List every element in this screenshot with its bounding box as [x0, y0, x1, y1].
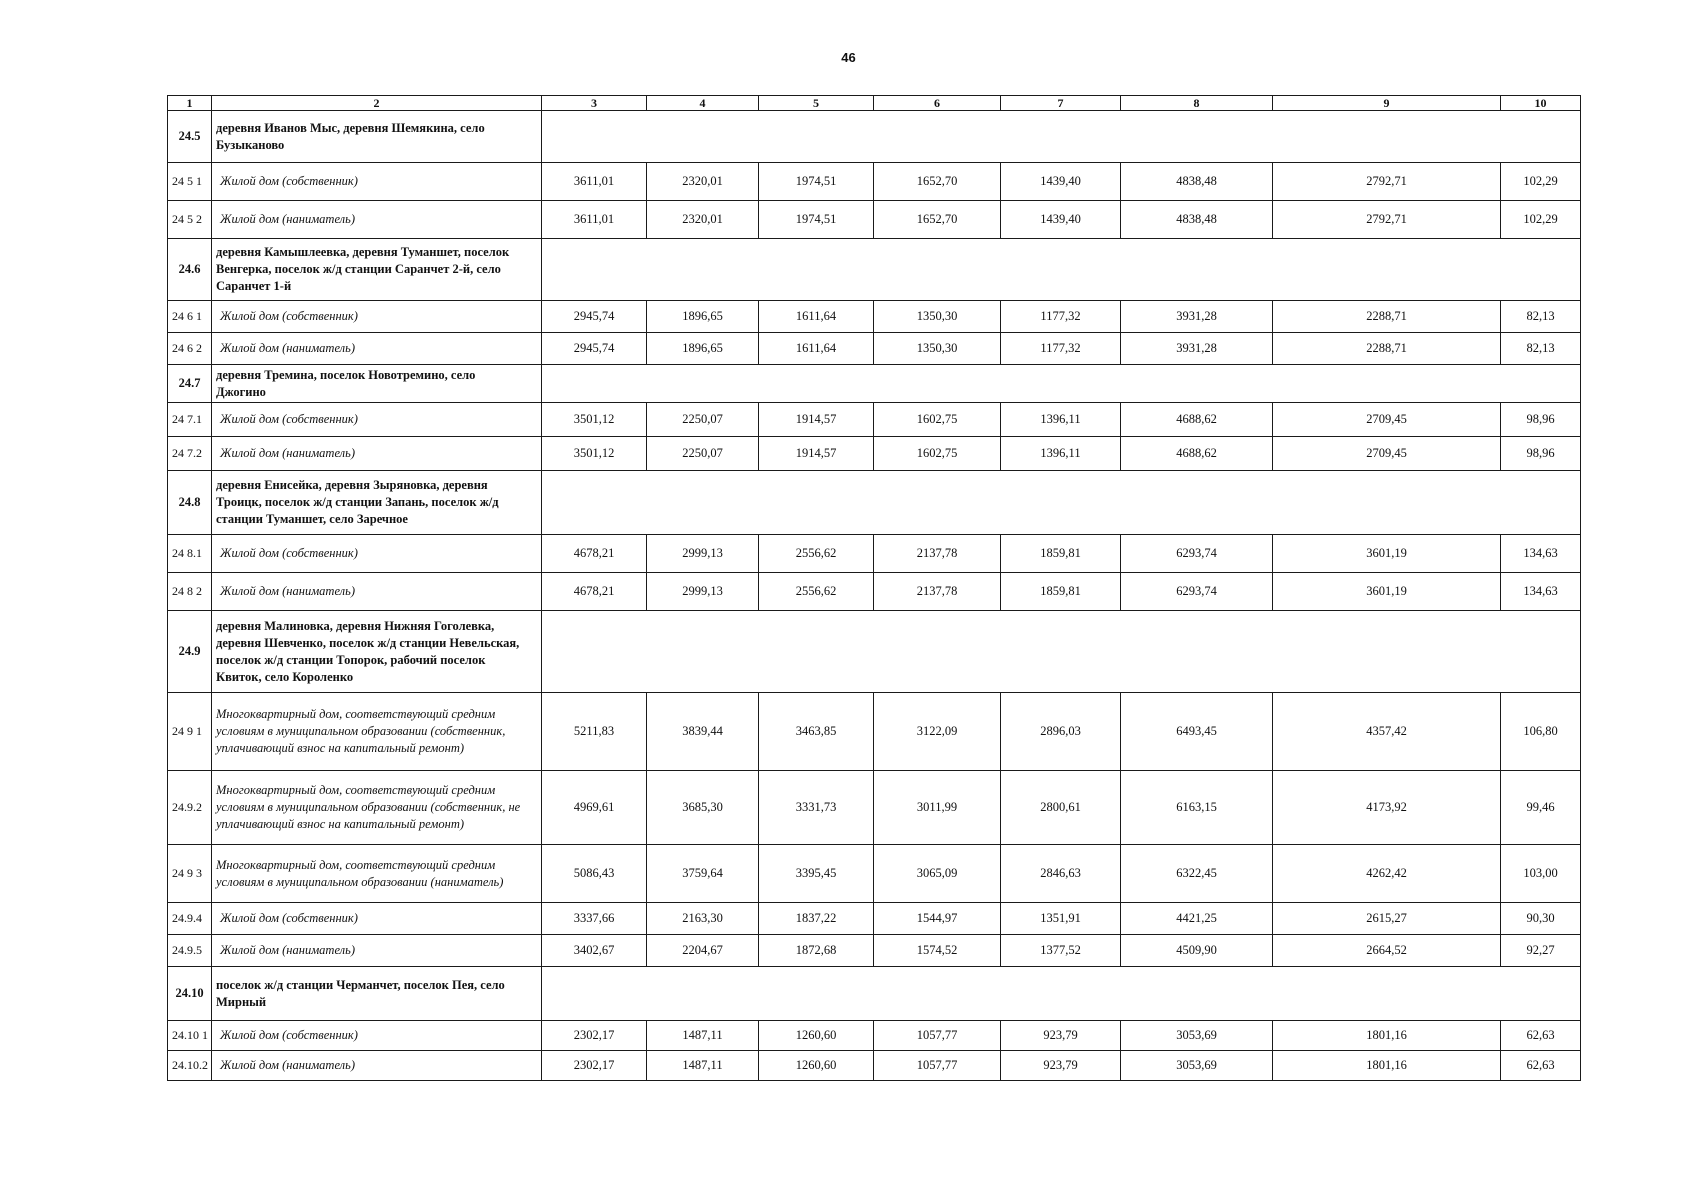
cell-value: 4421,25	[1121, 903, 1273, 935]
cell-value: 1652,70	[874, 201, 1001, 239]
header-cell: 9	[1273, 96, 1501, 111]
cell-value: 1896,65	[647, 333, 759, 365]
cell-value: 134,63	[1501, 573, 1581, 611]
row-code: 24.9.5	[168, 935, 212, 967]
cell-value: 4262,42	[1273, 845, 1501, 903]
cell-value: 923,79	[1001, 1051, 1121, 1081]
cell-value: 1574,52	[874, 935, 1001, 967]
cell-value: 3931,28	[1121, 333, 1273, 365]
cell-value: 134,63	[1501, 535, 1581, 573]
cell-value: 2800,61	[1001, 771, 1121, 845]
cell-value: 1914,57	[759, 437, 874, 471]
section-name-text: поселок ж/д станции Черманчет, поселок Пея, село Мирный	[216, 977, 505, 1009]
cell-value: 1602,75	[874, 403, 1001, 437]
table-row	[168, 693, 1581, 771]
table-row	[168, 1021, 1581, 1051]
cell-value: 1801,16	[1273, 1051, 1501, 1081]
row-name: Жилой дом (наниматель)	[212, 1051, 542, 1081]
row-code: 24 8 2	[168, 573, 212, 611]
cell-value: 4173,92	[1273, 771, 1501, 845]
table-row	[168, 1051, 1581, 1081]
cell-value: 4969,61	[542, 771, 647, 845]
cell-value: 3931,28	[1121, 301, 1273, 333]
cell-value: 1896,65	[647, 301, 759, 333]
header-cell: 1	[168, 96, 212, 111]
header-cell: 3	[542, 96, 647, 111]
table-row	[168, 163, 1581, 201]
cell-value: 99,46	[1501, 771, 1581, 845]
section-name	[212, 471, 542, 535]
cell-value: 4838,48	[1121, 201, 1273, 239]
cell-value: 1487,11	[647, 1051, 759, 1081]
cell-value: 3053,69	[1121, 1051, 1273, 1081]
header-cell: 7	[1001, 96, 1121, 111]
cell-value: 3011,99	[874, 771, 1001, 845]
cell-value: 2709,45	[1273, 403, 1501, 437]
cell-value: 2709,45	[1273, 437, 1501, 471]
tariff-table	[167, 95, 1581, 1081]
cell-value: 3611,01	[542, 163, 647, 201]
cell-value: 3501,12	[542, 403, 647, 437]
section-name-text: деревня Тремина, поселок Новотремино, село Джогино	[216, 367, 476, 399]
cell-value: 2320,01	[647, 201, 759, 239]
cell-value: 1872,68	[759, 935, 874, 967]
cell-value: 3685,30	[647, 771, 759, 845]
section-name	[212, 111, 542, 163]
cell-value: 1177,32	[1001, 301, 1121, 333]
cell-value: 1350,30	[874, 333, 1001, 365]
section-row	[168, 471, 1581, 535]
cell-value: 2945,74	[542, 301, 647, 333]
section-name	[212, 365, 542, 403]
header-cell: 8	[1121, 96, 1273, 111]
cell-value: 3395,45	[759, 845, 874, 903]
section-name	[212, 611, 542, 693]
cell-value: 102,29	[1501, 201, 1581, 239]
section-code: 24.6	[168, 239, 212, 301]
cell-value: 3611,01	[542, 201, 647, 239]
section-code: 24.7	[168, 365, 212, 403]
section-row	[168, 111, 1581, 163]
row-code: 24.10.2	[168, 1051, 212, 1081]
row-name: Жилой дом (наниматель)	[212, 333, 542, 365]
cell-value: 90,30	[1501, 903, 1581, 935]
cell-value: 2302,17	[542, 1051, 647, 1081]
row-code: 24.9.4	[168, 903, 212, 935]
row-code: 24 6 2	[168, 333, 212, 365]
cell-value: 2288,71	[1273, 301, 1501, 333]
cell-value: 1377,52	[1001, 935, 1121, 967]
cell-value: 2664,52	[1273, 935, 1501, 967]
cell-value: 3065,09	[874, 845, 1001, 903]
cell-value: 1177,32	[1001, 333, 1121, 365]
section-code: 24.9	[168, 611, 212, 693]
row-code: 24 9 1	[168, 693, 212, 771]
cell-value: 1439,40	[1001, 163, 1121, 201]
cell-value: 2999,13	[647, 573, 759, 611]
cell-value: 3839,44	[647, 693, 759, 771]
table-row	[168, 201, 1581, 239]
cell-value: 2792,71	[1273, 201, 1501, 239]
cell-value: 3337,66	[542, 903, 647, 935]
section-code: 24.5	[168, 111, 212, 163]
cell-value: 1544,97	[874, 903, 1001, 935]
row-name: Жилой дом (наниматель)	[212, 935, 542, 967]
cell-value: 3601,19	[1273, 535, 1501, 573]
cell-value: 1974,51	[759, 163, 874, 201]
cell-value: 82,13	[1501, 301, 1581, 333]
cell-value: 2556,62	[759, 535, 874, 573]
row-name: Многоквартирный дом, соответствующий средним условиям в муниципальном образовании (собственник, уплачивающий взнос на капитальный ремонт)	[212, 693, 542, 771]
cell-value: 3122,09	[874, 693, 1001, 771]
cell-value: 1351,91	[1001, 903, 1121, 935]
cell-value: 5086,43	[542, 845, 647, 903]
cell-value: 6293,74	[1121, 573, 1273, 611]
cell-value: 82,13	[1501, 333, 1581, 365]
row-name: Многоквартирный дом, соответствующий средним условиям в муниципальном образовании (собственник, не уплачивающий взнос на капитальный ремонт)	[212, 771, 542, 845]
cell-value: 62,63	[1501, 1051, 1581, 1081]
section-row	[168, 239, 1581, 301]
cell-value: 3402,67	[542, 935, 647, 967]
cell-value: 6293,74	[1121, 535, 1273, 573]
row-code: 24 9 3	[168, 845, 212, 903]
cell-value: 3759,64	[647, 845, 759, 903]
table-row	[168, 903, 1581, 935]
cell-value: 1801,16	[1273, 1021, 1501, 1051]
cell-value: 1652,70	[874, 163, 1001, 201]
header-cell: 2	[212, 96, 542, 111]
cell-value: 1611,64	[759, 333, 874, 365]
cell-value: 1057,77	[874, 1021, 1001, 1051]
cell-value: 5211,83	[542, 693, 647, 771]
row-code: 24 5 1	[168, 163, 212, 201]
cell-value: 1611,64	[759, 301, 874, 333]
cell-value: 2896,03	[1001, 693, 1121, 771]
cell-value: 1260,60	[759, 1021, 874, 1051]
section-filler	[542, 111, 1581, 163]
section-filler	[542, 365, 1581, 403]
header-cell: 4	[647, 96, 759, 111]
cell-value: 1859,81	[1001, 573, 1121, 611]
cell-value: 1487,11	[647, 1021, 759, 1051]
cell-value: 4678,21	[542, 535, 647, 573]
row-name: Многоквартирный дом, соответствующий средним условиям в муниципальном образовании (наниматель)	[212, 845, 542, 903]
table-row	[168, 333, 1581, 365]
section-name-text: деревня Малиновка, деревня Нижняя Гоголевка, деревня Шевченко, поселок ж/д станции Невельская, поселок ж/д станции Топорок, рабочий поселок Квиток, село Короленко	[216, 618, 520, 684]
section-code: 24.10	[168, 967, 212, 1021]
cell-value: 1974,51	[759, 201, 874, 239]
table-row	[168, 301, 1581, 333]
cell-value: 3501,12	[542, 437, 647, 471]
header-cell: 5	[759, 96, 874, 111]
table-row	[168, 935, 1581, 967]
cell-value: 1396,11	[1001, 437, 1121, 471]
table-row	[168, 403, 1581, 437]
cell-value: 3463,85	[759, 693, 874, 771]
section-filler	[542, 471, 1581, 535]
cell-value: 106,80	[1501, 693, 1581, 771]
row-code: 24.10 1	[168, 1021, 212, 1051]
row-code: 24 8.1	[168, 535, 212, 573]
cell-value: 103,00	[1501, 845, 1581, 903]
row-code: 24 6 1	[168, 301, 212, 333]
cell-value: 2204,67	[647, 935, 759, 967]
row-name: Жилой дом (наниматель)	[212, 201, 542, 239]
cell-value: 2846,63	[1001, 845, 1121, 903]
cell-value: 2250,07	[647, 437, 759, 471]
cell-value: 1602,75	[874, 437, 1001, 471]
cell-value: 1914,57	[759, 403, 874, 437]
section-code: 24.8	[168, 471, 212, 535]
page-number: 46	[841, 50, 856, 65]
section-name-text: деревня Енисейка, деревня Зыряновка, деревня Троицк, поселок ж/д станции Запань, поселок ж/д станции Туманшет, село Заречное	[216, 478, 499, 526]
section-row	[168, 365, 1581, 403]
cell-value: 1396,11	[1001, 403, 1121, 437]
section-name-text: деревня Иванов Мыс, деревня Шемякина, село Бузыканово	[216, 120, 485, 152]
section-filler	[542, 239, 1581, 301]
header-cell: 10	[1501, 96, 1581, 111]
cell-value: 6493,45	[1121, 693, 1273, 771]
cell-value: 1260,60	[759, 1051, 874, 1081]
cell-value: 6163,15	[1121, 771, 1273, 845]
cell-value: 2999,13	[647, 535, 759, 573]
row-code: 24 7.1	[168, 403, 212, 437]
cell-value: 1439,40	[1001, 201, 1121, 239]
table-row	[168, 535, 1581, 573]
cell-value: 2288,71	[1273, 333, 1501, 365]
cell-value: 6322,45	[1121, 845, 1273, 903]
cell-value: 4688,62	[1121, 403, 1273, 437]
cell-value: 2556,62	[759, 573, 874, 611]
cell-value: 1859,81	[1001, 535, 1121, 573]
table-row	[168, 845, 1581, 903]
section-filler	[542, 967, 1581, 1021]
cell-value: 1350,30	[874, 301, 1001, 333]
row-name: Жилой дом (собственник)	[212, 163, 542, 201]
row-code: 24 7.2	[168, 437, 212, 471]
cell-value: 92,27	[1501, 935, 1581, 967]
row-name: Жилой дом (наниматель)	[212, 573, 542, 611]
row-code: 24 5 2	[168, 201, 212, 239]
cell-value: 98,96	[1501, 437, 1581, 471]
cell-value: 62,63	[1501, 1021, 1581, 1051]
cell-value: 923,79	[1001, 1021, 1121, 1051]
row-name: Жилой дом (собственник)	[212, 535, 542, 573]
cell-value: 2250,07	[647, 403, 759, 437]
cell-value: 2615,27	[1273, 903, 1501, 935]
cell-value: 2137,78	[874, 573, 1001, 611]
row-name: Жилой дом (наниматель)	[212, 437, 542, 471]
cell-value: 2137,78	[874, 535, 1001, 573]
cell-value: 2320,01	[647, 163, 759, 201]
row-name: Жилой дом (собственник)	[212, 903, 542, 935]
table-row	[168, 573, 1581, 611]
cell-value: 4509,90	[1121, 935, 1273, 967]
cell-value: 98,96	[1501, 403, 1581, 437]
row-name: Жилой дом (собственник)	[212, 403, 542, 437]
cell-value: 4688,62	[1121, 437, 1273, 471]
cell-value: 1057,77	[874, 1051, 1001, 1081]
table-row	[168, 771, 1581, 845]
row-name: Жилой дом (собственник)	[212, 1021, 542, 1051]
table-row	[168, 437, 1581, 471]
cell-value: 2792,71	[1273, 163, 1501, 201]
cell-value: 4838,48	[1121, 163, 1273, 201]
section-row	[168, 967, 1581, 1021]
cell-value: 2163,30	[647, 903, 759, 935]
section-filler	[542, 611, 1581, 693]
header-cell: 6	[874, 96, 1001, 111]
cell-value: 3053,69	[1121, 1021, 1273, 1051]
cell-value: 2302,17	[542, 1021, 647, 1051]
cell-value: 3331,73	[759, 771, 874, 845]
cell-value: 4678,21	[542, 573, 647, 611]
row-name: Жилой дом (собственник)	[212, 301, 542, 333]
header-row	[168, 96, 1581, 111]
cell-value: 4357,42	[1273, 693, 1501, 771]
section-name-text: деревня Камышлеевка, деревня Туманшет, поселок Венгерка, поселок ж/д станции Саранчет 2-й, село Саранчет 1-й	[216, 245, 510, 293]
cell-value: 3601,19	[1273, 573, 1501, 611]
cell-value: 2945,74	[542, 333, 647, 365]
cell-value: 1837,22	[759, 903, 874, 935]
cell-value: 102,29	[1501, 163, 1581, 201]
row-code: 24.9.2	[168, 771, 212, 845]
section-name	[212, 967, 542, 1021]
section-name	[212, 239, 542, 301]
section-row	[168, 611, 1581, 693]
